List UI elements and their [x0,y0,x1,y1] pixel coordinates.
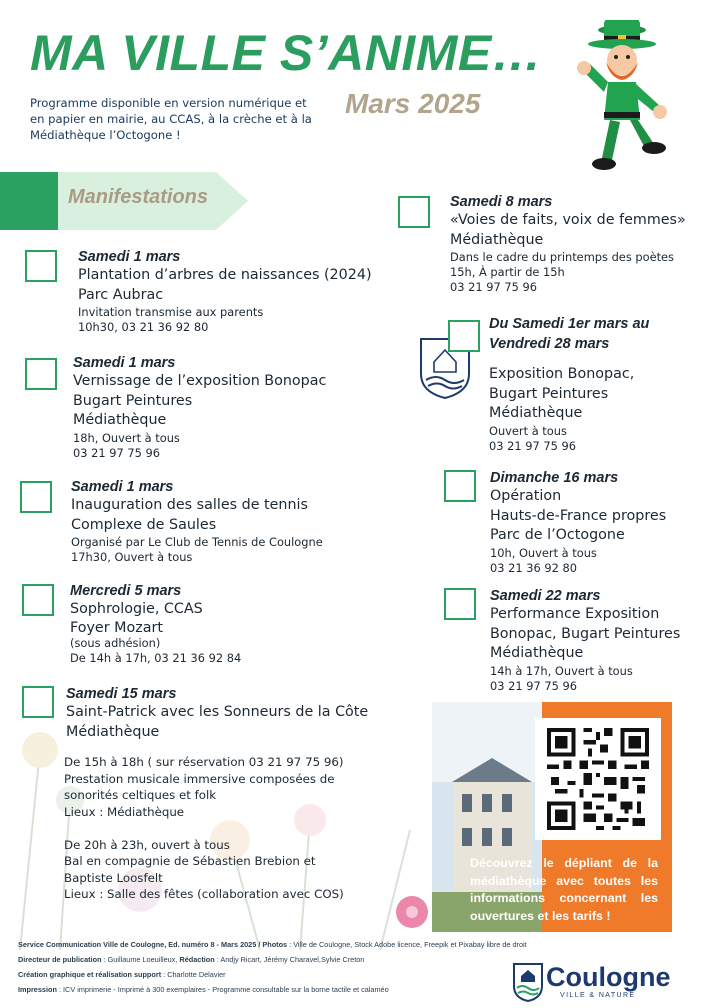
coulogne-crest-icon [512,962,544,1002]
leprechaun-illustration [560,20,680,190]
event-checkbox[interactable] [444,470,476,502]
footer-credits-line: Service Communication Ville de Coulogne, Ed. numéro 8 - Mars 2025 / Photos : Ville de Coulogne, Stock Adobe licence, Freepik et Pixabay libre de droit [18,940,527,949]
coulogne-logo: Coulogne [546,962,671,992]
section-title: Manifestations [68,186,209,208]
event-card: Samedi 22 mars Performance Exposition Bonopac, Bugart Peintures Médiathèque 14h à 17h, Ouvert à tous 03 21 97 75 96 [490,588,681,693]
event-checkbox[interactable] [398,196,430,228]
availability-note: Programme disponible en version numérique et en papier en mairie, au CCAS, à la crèche et à la Médiathèque l’Octogone ! [30,96,312,142]
event-card: Samedi 1 mars Vernissage de l’exposition Bonopac Bugart Peintures Médiathèque 18h, Ouvert à tous 03 21 97 75 96 [73,355,327,460]
month-label: Mars 2025 [345,88,481,119]
event-checkbox[interactable] [20,481,52,513]
event-checkbox[interactable] [25,358,57,390]
promo-text: Découvrez le dépliant de la médiathèque avec toutes les informations concernant les ouvertures et les tarifs ! [470,856,658,923]
event-card: Samedi 1 mars Plantation d’arbres de naissances (2024) Parc Aubrac Invitation transmise aux parents 10h30, 03 21 36 92 80 [78,249,372,335]
event-checkbox[interactable] [22,584,54,616]
event-card: Dimanche 16 mars Opération Hauts-de-France propres Parc de l’Octogone 10h, Ouvert à tous 03 21 36 92 80 [490,470,667,575]
page-title: MA VILLE S’ANIME… [30,25,543,81]
logo-tagline: VILLE & NATURE [560,992,636,999]
event-checkbox[interactable] [448,320,480,352]
event-details: De 15h à 18h ( sur réservation 03 21 97 75 96) Prestation musicale immersive composées de sonorités celtiques et folk Lieux : Médiathèque De 20h à 23h, ouvert à tous Bal en compagnie de Sébastien Brebion et Baptiste Loosfelt Lieux : Salle des fêtes (collaboration avec COS) [64,755,344,901]
qr-code-frame[interactable] [535,718,661,840]
event-checkbox[interactable] [444,588,476,620]
event-card: Du Samedi 1er mars au Vendredi 28 mars [489,316,650,352]
footer-credits-line: Impression : ICV imprimerie - Imprimé à 300 exemplaires - Programme consultable sur la borne tactile et calaméo [18,985,389,994]
event-checkbox[interactable] [25,250,57,282]
footer-credits-line: Directeur de publication : Guillaume Loeuilleux, Rédaction : Andjy Ricart, Jérémy Charavel,Sylvie Creton [18,955,365,964]
event-card: Samedi 1 mars Inauguration des salles de tennis Complexe de Saules Organisé par Le Club de Tennis de Coulogne 17h30, Ouvert à tous [71,479,323,565]
event-card: Samedi 15 mars Saint-Patrick avec les Sonneurs de la Côte Médiathèque [66,686,369,740]
qr-code-icon [545,728,651,830]
footer-credits-line: Création graphique et réalisation support : Charlotte Delavier [18,970,226,979]
event-card-body: Exposition Bonopac, Bugart Peintures Médiathèque Ouvert à tous 03 21 97 75 96 [489,366,635,453]
event-card: Mercredi 5 mars Sophrologie, CCAS Foyer Mozart (sous adhésion) De 14h à 17h, 03 21 36 92 84 [70,583,242,665]
event-card: Samedi 8 mars «Voies de faits, voix de femmes» Médiathèque Dans le cadre du printemps des poètes 15h, À partir de 15h 03 21 97 75 96 [450,194,686,295]
